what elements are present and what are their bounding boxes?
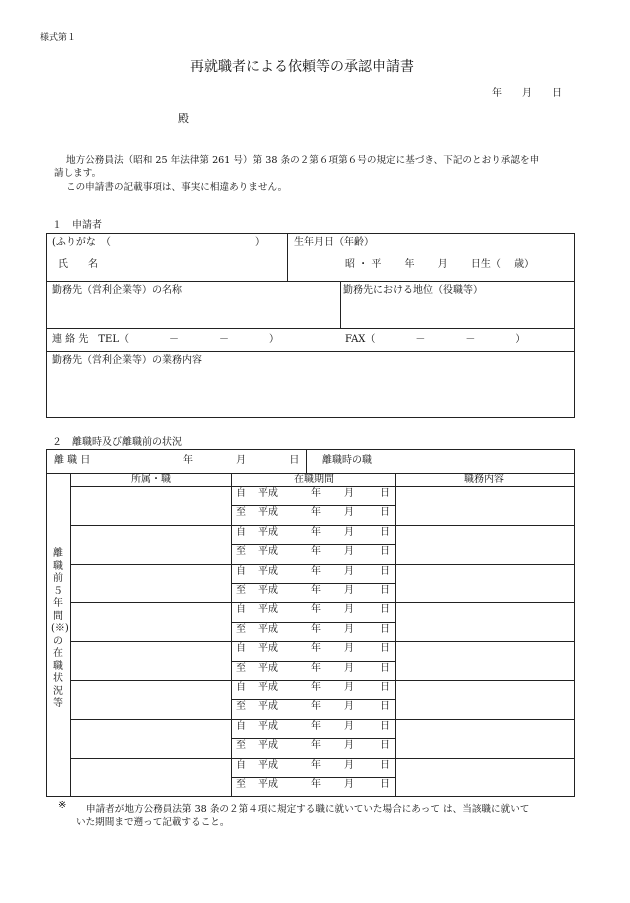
divider <box>46 351 575 352</box>
row-divider <box>70 564 575 565</box>
row-divider <box>70 719 575 720</box>
day-label: 日 <box>380 488 390 499</box>
era-label: 平成 <box>258 488 278 499</box>
year-label: 年 <box>311 565 321 577</box>
year-label: 年 <box>311 585 321 596</box>
day-label: 日 <box>380 779 390 790</box>
to-label: 至 <box>236 623 246 635</box>
day-label: 日 <box>380 740 390 752</box>
divider <box>340 281 341 328</box>
era-label: 平成 <box>258 643 278 655</box>
row-divider <box>70 525 575 526</box>
to-label: 至 <box>236 779 246 790</box>
retire-date-label: 離 職 日 <box>54 455 91 466</box>
to-label: 至 <box>236 507 246 519</box>
month-label: 月 <box>344 682 354 693</box>
divider <box>287 233 288 281</box>
month-label: 月 <box>344 507 354 519</box>
birth-format: 昭 ・ 平 年 月 日生（ 歳） <box>345 259 535 270</box>
era-label: 平成 <box>258 720 278 732</box>
note-line-2: いた期間まで遡って記載すること。 <box>76 817 230 828</box>
intro-line-1: 地方公務員法（昭和 25 年法律第 261 号）第 38 条の２第６項第６号の規定に基づき、下記のとおり承認を申 <box>66 155 540 166</box>
form-number: 様式第１ <box>40 33 77 43</box>
from-label: 自 <box>236 488 246 499</box>
row-divider <box>70 758 575 759</box>
furigana-label: (ふりがな （ <box>52 237 111 248</box>
from-label: 自 <box>236 526 246 538</box>
intro-line-2: 請します。 <box>54 168 102 179</box>
era-label: 平成 <box>258 507 278 519</box>
period-divider <box>231 777 395 778</box>
side-label: 離職前５年間(※)の在職状況等 <box>51 548 69 709</box>
month-label: 月 <box>344 565 354 577</box>
period-divider <box>231 622 395 623</box>
section2-heading: ２ 離職時及び離職前の状況 <box>52 437 182 448</box>
day-label: 日 <box>380 701 390 713</box>
month-label: 月 <box>344 643 354 655</box>
col-affiliation: 所属・職 <box>131 474 171 485</box>
era-label: 平成 <box>258 604 278 616</box>
month-label: 月 <box>344 701 354 713</box>
era-label: 平成 <box>258 565 278 577</box>
to-label: 至 <box>236 662 246 674</box>
era-label: 平成 <box>258 585 278 596</box>
from-label: 自 <box>236 643 246 655</box>
to-label: 至 <box>236 740 246 752</box>
day-label: 日 <box>380 585 390 596</box>
furigana-close: ） <box>255 237 265 248</box>
contact-fax-label: FAX（ － － ） <box>345 334 526 345</box>
month-label: 月 <box>344 604 354 616</box>
from-label: 自 <box>236 604 246 616</box>
day-label: 日 <box>380 546 390 558</box>
month-label: 月 <box>344 623 354 635</box>
intro-line-3: この申請書の記載事項は、事実に相違ありません。 <box>66 182 288 193</box>
divider <box>46 281 575 282</box>
to-label: 至 <box>236 546 246 558</box>
day-label: 日 <box>380 565 390 577</box>
month-label: 月 <box>344 526 354 538</box>
col-duties: 職務内容 <box>464 474 504 485</box>
position-label: 勤務先における地位（役職等） <box>343 285 483 296</box>
row-divider <box>70 602 575 603</box>
year-label: 年 <box>311 701 321 713</box>
day-label: 日 <box>380 643 390 655</box>
page-title: 再就職者による依頼等の承認申請書 <box>190 59 414 75</box>
business-label: 勤務先（営利企業等）の業務内容 <box>52 355 202 366</box>
divider <box>231 473 232 797</box>
era-label: 平成 <box>258 740 278 752</box>
year-label: 年 <box>311 682 321 693</box>
row-divider <box>70 680 575 681</box>
period-divider <box>231 583 395 584</box>
note-mark: ※ <box>58 800 67 811</box>
day-label: 日 <box>380 759 390 771</box>
day-label: 日 <box>380 526 390 538</box>
era-label: 平成 <box>258 623 278 635</box>
month-label: 月 <box>344 662 354 674</box>
year-label: 年 <box>311 759 321 771</box>
date-line: 年 月 日 <box>492 88 562 99</box>
era-label: 平成 <box>258 526 278 538</box>
retire-post-label: 離職時の職 <box>322 455 372 466</box>
day-label: 日 <box>380 604 390 616</box>
era-label: 平成 <box>258 759 278 771</box>
col-period: 在職期間 <box>294 474 334 485</box>
divider <box>395 473 396 797</box>
day-label: 日 <box>380 682 390 693</box>
month-label: 月 <box>344 488 354 499</box>
divider <box>70 486 575 487</box>
addressee: 殿 <box>178 112 189 125</box>
era-label: 平成 <box>258 546 278 558</box>
year-label: 年 <box>311 662 321 674</box>
employer-name-label: 勤務先（営利企業等）の名称 <box>52 285 182 296</box>
year-label: 年 <box>311 507 321 519</box>
to-label: 至 <box>236 701 246 713</box>
year-label: 年 <box>311 623 321 635</box>
birth-label: 生年月日（年齢） <box>294 237 374 248</box>
year-label: 年 <box>311 643 321 655</box>
day-label: 日 <box>380 623 390 635</box>
divider <box>306 449 307 473</box>
month-label: 月 <box>344 546 354 558</box>
section1-heading: １ 申請者 <box>52 220 102 231</box>
from-label: 自 <box>236 682 246 693</box>
month-label: 月 <box>344 585 354 596</box>
era-label: 平成 <box>258 662 278 674</box>
row-divider <box>70 641 575 642</box>
note-line-1: 申請者が地方公務員法第 38 条の２第４項に規定する職に就いていた場合にあって は、当該職に就いて <box>86 804 530 815</box>
day-label: 日 <box>380 507 390 519</box>
month-label: 月 <box>344 720 354 732</box>
era-label: 平成 <box>258 682 278 693</box>
name-label: 氏 名 <box>58 259 98 270</box>
from-label: 自 <box>236 720 246 732</box>
month-label: 月 <box>344 759 354 771</box>
month-label: 月 <box>344 779 354 790</box>
period-divider <box>231 661 395 662</box>
from-label: 自 <box>236 759 246 771</box>
year-label: 年 <box>311 526 321 538</box>
year-label: 年 <box>311 546 321 558</box>
year-label: 年 <box>311 488 321 499</box>
month-label: 月 <box>344 740 354 752</box>
contact-tel-label: 連 絡 先 TEL（ － － ） <box>52 334 279 345</box>
divider <box>70 473 71 797</box>
day-label: 日 <box>380 662 390 674</box>
year-label: 年 <box>311 720 321 732</box>
retire-date-format: 年 月 日 <box>183 455 300 466</box>
era-label: 平成 <box>258 701 278 713</box>
year-label: 年 <box>311 779 321 790</box>
day-label: 日 <box>380 720 390 732</box>
era-label: 平成 <box>258 779 278 790</box>
year-label: 年 <box>311 604 321 616</box>
to-label: 至 <box>236 585 246 596</box>
from-label: 自 <box>236 565 246 577</box>
year-label: 年 <box>311 740 321 752</box>
divider <box>46 328 575 329</box>
